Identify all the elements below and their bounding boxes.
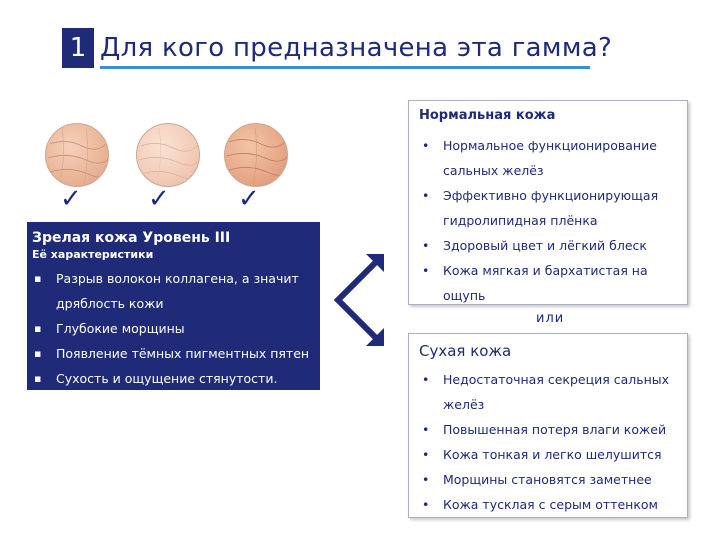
list-item: • Здоровый цвет и лёгкий блеск <box>419 233 679 258</box>
mature-skin-panel <box>27 222 320 390</box>
dry-skin-box <box>408 333 688 518</box>
check-icon: ✓ <box>148 184 170 214</box>
list-item: ▪ Разрыв волокон коллагена, а значит <box>32 266 320 291</box>
or-label: или <box>536 311 565 326</box>
normal-skin-list <box>419 133 679 308</box>
skin-sample-3 <box>224 123 288 187</box>
page-title: Для кого предназначена эта гамма? <box>100 33 613 63</box>
list-item: • Эффективно функционирующая гидролипидная плёнка <box>419 183 679 233</box>
skin-texture-icon <box>225 124 288 187</box>
skin-sample-2 <box>136 123 200 187</box>
skin-texture-icon <box>46 124 109 187</box>
mature-skin-list <box>32 266 320 391</box>
list-item: • Кожа тусклая с серым оттенком <box>419 492 679 517</box>
skin-sample-1 <box>45 123 109 187</box>
list-item: • Нормальное функционирование сальных желёз <box>419 133 679 183</box>
list-item: ▪ Глубокие морщины <box>32 316 320 341</box>
list-item: • Повышенная потеря влаги кожей <box>419 417 679 442</box>
mature-skin-heading: Зрелая кожа Уровень III <box>32 230 231 246</box>
normal-skin-heading: Нормальная кожа <box>419 108 556 123</box>
list-item: • Морщины становятся заметнее <box>419 467 679 492</box>
list-item: • Кожа мягкая и бархатистая на ощупь <box>419 258 679 308</box>
normal-skin-box <box>408 100 688 305</box>
list-item: • Кожа тонкая и легко шелушится <box>419 442 679 467</box>
list-item-continuation: дряблость кожи <box>56 296 164 311</box>
slide-number: 1 <box>62 28 94 68</box>
branch-arrow-icon <box>328 250 388 350</box>
title-underline <box>100 66 590 69</box>
list-item: ▪ Появление тёмных пигментных пятен <box>32 341 320 366</box>
dry-skin-heading: Сухая кожа <box>419 342 512 360</box>
check-icon: ✓ <box>60 184 82 214</box>
list-item: • Недостаточная секреция сальных желёз <box>419 367 679 417</box>
list-item: ▪ Сухость и ощущение стянутости. <box>32 366 320 391</box>
check-icon: ✓ <box>238 184 260 214</box>
mature-skin-subheading: Её характеристики <box>32 248 154 261</box>
dry-skin-list <box>419 367 679 517</box>
skin-texture-icon <box>137 124 200 187</box>
